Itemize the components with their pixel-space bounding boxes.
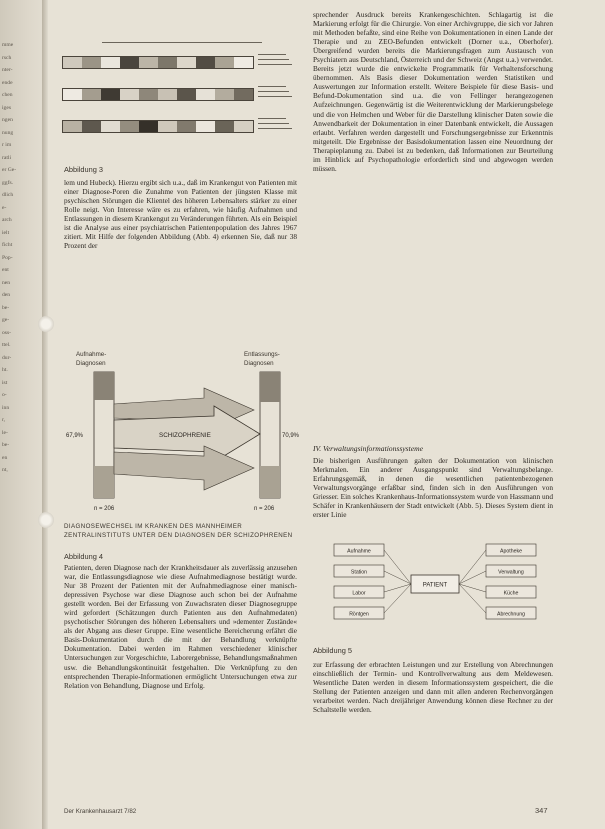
left-header: Diagnosen [76,360,106,367]
right-bar-fill [260,466,280,498]
right-column-text-mid [313,456,553,530]
bar-segment [101,89,120,100]
connector-line [384,550,411,584]
bar-segment [234,57,253,68]
page-spine [42,0,48,829]
bar-segment [120,121,139,132]
bar-segment [63,89,82,100]
figure-3 [62,40,297,160]
system-box-label: Verwaltung [498,569,524,576]
figure-5-caption: Abbildung 5 [313,646,353,655]
bar-segment [177,121,196,132]
bar-segment [196,121,215,132]
bar-segment [158,57,177,68]
left-percent: 67,9% [66,433,84,439]
margin-fragment: ent [2,267,9,273]
bar-segment [158,89,177,100]
connector-line [384,571,411,584]
margin-fragment: en [2,454,8,461]
bar-segment [215,89,234,100]
left-margin-fragments [0,0,46,829]
system-box-label: Abrechnung [497,611,525,618]
bar-legend-line [258,91,289,92]
bar-legend-line [258,96,292,97]
system-box-label: Station [350,569,368,576]
bar-segment [215,57,234,68]
bar-segment [139,57,158,68]
bar-segment [63,121,82,132]
margin-fragment: be- [2,304,10,311]
bar-legend-line [258,128,292,129]
left-column-text-top [64,178,297,342]
margin-fragment: e- [2,204,7,211]
bar-segment [82,57,101,68]
margin-fragment: ficht [2,242,13,248]
page-number: 347 [535,806,548,815]
margin-fragment: chen [2,92,13,98]
margin-fragment: be- [2,442,10,448]
margin-fragment: ielt [2,229,10,236]
margin-fragment: mme [2,42,14,48]
right-column-text-top [313,10,553,437]
margin-fragment: inn [2,404,10,411]
figure-4-diagram [64,348,300,516]
bar-segment [177,89,196,100]
figure-5-diagram [330,540,540,628]
binder-hole-icon [38,512,54,528]
bar-segment [139,89,158,100]
paragraph: sprechender Ausdruck bereits Krankengeschichten. Schlagartig ist die Markierung erfolgt für die Chirurgie. Von einer Archivgruppe, die sich vor Jahren mit Methoden befaßte, sind eine Reihe von Dokumentationen in einen Lande der Therapie und zu ZEO-Befunden entwickelt (Dorner u.a., Oberhofer). Übergreifend wurden bereits die Markierungsfragen zum Austausch von Psychiatern aus Deutschland, Österreich und der Schweiz (Angst u.a.) verwendet. Bereits jetzt wurde die entwickelte Programmatik für Verhaltensforschung übernommen. Als Basis dieser Dokumentation werden Statistiken und Auswertungen zur Information erstellt. Weitere Beispiele für diese Basis- und Befund-Dokumentation sind u.a. die von Fellinger herangezogenen Aufzeichnungen. Gegenwärtig ist die Weiterentwicklung der Markierungsbelege und die von Helmchen und Weber für die Darstellung klinischer Daten sowie die Anwendbarkeit der Dokumentation in einer Datenbank entwickelt, die Aussagen erlaubt. Verfahren werden dargestellt und Forschungsergebnisse zur Erkenntnis mitgeteilt. Die Ergebnisse der Basisdokumentation lassen eine Neuordnung der Therapieplanung zu. Dabei ist zu bedenken, daß Informationen zur Beurteilung im Hinblick auf Psychopathologie erforderlich sind und abgewogen werden müssen. [313,10,553,173]
margin-fragment: den [2,292,11,298]
connector-line [459,550,486,584]
margin-fragment: ttel. [2,342,11,348]
margin-fragment: ge- [2,317,10,323]
bar-legend-line [258,54,286,55]
bar-segment [234,121,253,132]
paragraph: zur Erfassung der erbrachten Leistungen und zur Erstellung von Abrechnungen einschließlich der Termin- und Kontrollverwaltung aus dem Meldewesen. Wesentliche Daten werden in diesem Informationssystem gespeichert, die die Stellung der Patienten anzeigen und dann mit allen anderen Rechenvorgängen verarbeitet werden. Nach dreijähriger Anwendung können diese Rechner zu der Schaltstelle werden. [313,660,553,715]
margin-fragment: dlich [2,192,14,198]
margin-fragment: er Ge- [2,167,17,173]
margin-fragment: ggfs. [2,179,14,186]
bar-segment [82,89,101,100]
margin-fragment: nung [2,129,14,136]
stacked-bar [62,88,254,101]
connector-line [384,584,411,613]
margin-fragment: nter- [2,67,13,73]
margin-fragment: ist [2,379,8,386]
connector-line [459,584,486,613]
center-box-label: PATIENT [422,582,448,589]
margin-fragment: rsch [2,54,12,61]
figure-4-caption: Abbildung 4 [64,552,104,561]
paragraph: lem und Hubeck). Hierzu ergibt sich u.a., daß im Krankengut von Patienten mit einer Diagnose-Poren die Zunahme von Patienten der jüngsten Klasse mit psychischen Störungen die Klientel des höheren Lebensalters stärker zu einer Rolle neigt. Von Interesse wäre es zu erfahren, wie häufig Aufnahmen und Entlassungen in diesem Krankengut zu Veränderungen führten. Als ein Beispiel ist die Analyse aus einer psychiatrischen Patientenpopulation des Jahres 1967 zitiert. Mit Hilfe der folgenden Abbildung (Abb. 4) erkennen Sie, daß nur 38 Prozent der [64,178,297,251]
section-heading: IV. Verwaltungsinformationssysteme [313,444,423,453]
stacked-bar [62,120,254,133]
margin-fragment: ratli [2,154,12,161]
right-column-text-bottom [313,660,553,786]
system-box-label: Küche [503,590,519,597]
margin-fragment: nen [2,279,11,286]
bar-segment [101,121,120,132]
bar-segment [234,89,253,100]
bar-segment [63,57,82,68]
system-box-label: Apotheke [500,548,522,555]
margin-fragment: iges [2,104,12,111]
left-column-text-bottom [64,563,297,781]
margin-fragment: o- [2,392,7,398]
margin-fragment: r, [2,417,6,423]
margin-fragment: ngen [2,117,13,123]
bar-segment [196,57,215,68]
footer-journal: Der Krankenhausarzt 7/82 [64,808,137,815]
bar-segment [120,57,139,68]
bar-segment [120,89,139,100]
bar-legend-line [258,86,286,87]
right-percent: 70,9% [282,433,300,439]
figure-3-caption: Abbildung 3 [64,165,104,174]
margin-fragment: nt, [2,467,8,473]
left-header: Aufnahme- [76,351,107,358]
system-box-label: Aufnahme [347,548,371,555]
margin-fragment: arch [2,217,12,223]
n-right: n = 206 [254,506,275,512]
system-box-label: Röntgen [349,611,369,618]
margin-fragment: r im [2,142,12,148]
margin-fragment: le- [2,429,8,436]
connector-line [459,571,486,584]
right-bar-fill [260,372,280,402]
bar-segment [101,57,120,68]
margin-fragment: oss- [2,329,12,336]
bar-segment [177,57,196,68]
center-label: SCHIZOPHRENIE [159,432,211,439]
margin-fragment: Pop- [2,254,13,261]
figure-4 [64,348,300,516]
figure-4-note: DIAGNOSEWECHSEL IM KRANKEN DES MANNHEIMER ZENTRALINSTITUTS UNTER DEN DIAGNOSEN DER SCHIZOPHRENEN [64,523,293,539]
bar-legend-line [258,59,289,60]
flow-arrow [114,446,254,490]
bar-legend-line [258,64,292,65]
bar-segment [82,121,101,132]
bar-segment [215,121,234,132]
system-box-label: Labor [352,590,366,597]
bar-legend-line [258,123,289,124]
left-bar-fill [94,466,114,498]
margin-fragment: ht. [2,367,8,373]
bar-segment [139,121,158,132]
right-header: Entlassungs- [244,351,280,358]
n-left: n = 206 [94,506,115,512]
left-bar-fill [94,372,114,400]
paragraph: Patienten, deren Diagnose nach der Krankheitsdauer als zuverlässig anzusehen war, die Entlassungsdiagnose wie diese Aufnahmediagnose bestätigt wurde. Nur 38 Prozent der Patienten mit der Aufnahmediagnose einer manisch-depressiven Psychose war diese Diagnose auch schon bei der Aufnahme gestellt worden. Bei der Erfassung von Zuwachsraten dieser Diagnosegruppe wird gefordert (Schätzungen durch Patienten aus den Aufnahmedaten) psychotischer Störungen des höheren Lebensalters und »dementer Zustände« als der Abgang aus dieser Gruppe. Eine wesentliche Bereicherung erfährt die Basis-Dokumentation durch die mit der Behandlung verknüpfte Dokumentation. Dabei werden im Rahmen verschiedener klinischer Untersuchungen zur Vorgeschichte, Laborergebnisse, Behandlungsmaßnahmen usw. die Behandlungskontinuität festgehalten. Die Verknüpfung zu den entsprechenden Therapie-Informationen ermöglicht Untersuchungen etwa zur Relation von Behandlung, Diagnose und Erfolg. [64,563,297,690]
binder-hole-icon [38,316,54,332]
paragraph: Die bisherigen Ausführungen galten der Dokumentation von klinischen Merkmalen. Ein anderer Ausgangspunkt sind Verwaltungsbelange. Erfahrungsgemäß, in denen die wesentlichen patientenbezogenen Verwaltungsvorgänge erfaßbar sind, finden sich in den Ausführungen von Griesser. Ein solches Krankenhaus-Informationssystem wurde von Hassmann und Schäfer in Krankenhäusern der Stadt entwickelt (Abb. 5). Dieses System dient in erster Linie [313,456,553,520]
right-header: Diagnosen [244,360,274,367]
stacked-bar [62,56,254,69]
margin-fragment: dur- [2,354,12,361]
bar-legend-line [258,118,286,119]
bar-segment [158,121,177,132]
figure-5 [330,540,540,628]
bar-segment [196,89,215,100]
margin-fragment: ende [2,79,13,86]
figure-3-scale [102,42,262,47]
